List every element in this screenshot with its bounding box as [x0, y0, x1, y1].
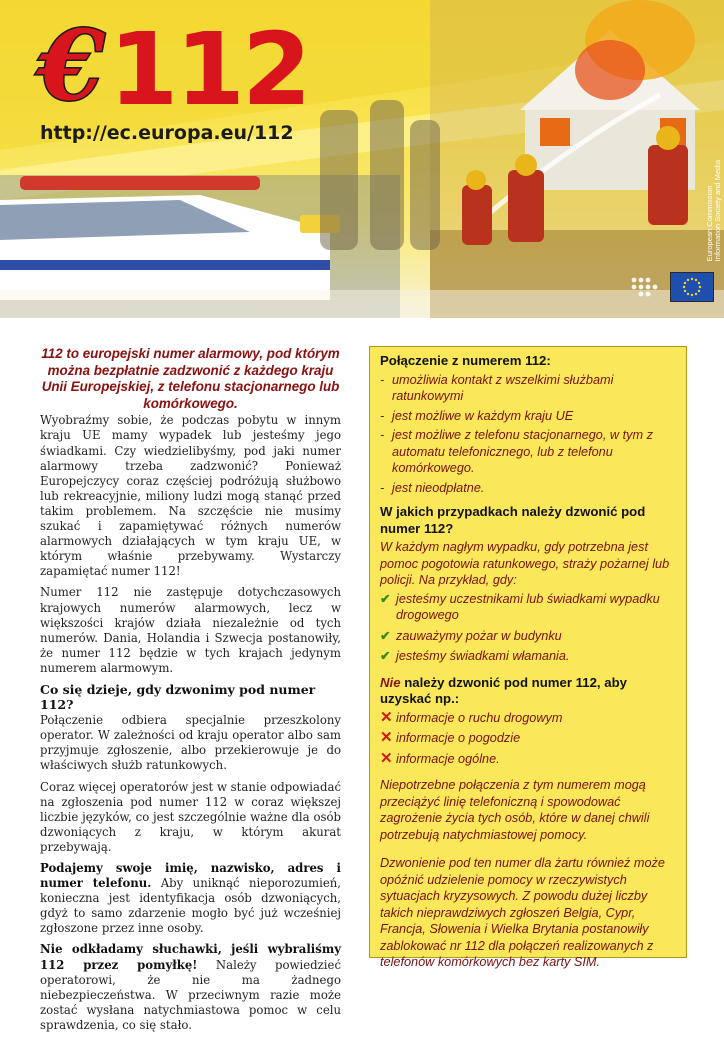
list-item-text: jesteśmy uczestnikami lub świadkami wypadku drogowego — [396, 591, 660, 622]
list-item-text: informacje o pogodzie — [396, 731, 521, 745]
credit-line-2: Information Society and Media — [713, 160, 722, 262]
commission-credit — [706, 160, 722, 261]
list-item — [380, 751, 676, 768]
paragraph-dont-hang-up — [40, 942, 341, 1033]
list-item: - jest możliwe z telefonu stacjonarnego, w tym z automatu telefonicznego, lub z telefonu komórkowego. — [380, 427, 676, 477]
intro-lead: 112 to europejski numer alarmowy, pod którym można bezpłatnie zadzwonić z każdego kraju Unii Europejskiej, z telefonu stacjonarnego lub komórkowego. — [41, 346, 340, 411]
credit-line-1: European Commission — [705, 185, 714, 262]
not-emphasis: Nie — [380, 674, 401, 690]
list-item: - jest możliwe w każdym kraju UE — [380, 408, 676, 425]
connection-features-list — [380, 372, 676, 497]
check-icon: ✔ — [380, 649, 391, 663]
identify-lead: Podajemy swoje imię, nazwisko, adres i numer telefonu. — [40, 861, 341, 891]
hang-up-lead: Nie odkładamy słuchawki, jeśli wybraliśmy 112 przez pomyłkę! — [40, 942, 341, 972]
list-item — [380, 591, 676, 624]
cross-icon: ✕ — [380, 749, 393, 767]
identify-rest: Aby uniknąć nieporozumień, konieczna jest identyfikacja osób dzwoniących, gdyż to samo zdarzenie mogło być już wcześniej zgłoszone przez inne osoby. — [40, 876, 341, 936]
list-item — [380, 730, 676, 747]
check-icon: ✔ — [380, 628, 391, 643]
paragraph-operator: Połączenie odbiera specjalnie przeszkolony operator. W zależności od kraju operator albo sam przyjmuje zgłoszenie, albo przekierowuje je do właściwych służb ratunkowych. — [40, 713, 341, 773]
when-call-list — [380, 591, 676, 665]
website-link[interactable]: http://ec.europa.eu/112 — [40, 122, 294, 144]
box-heading-when-not-call — [380, 675, 676, 708]
cross-icon: ✕ — [380, 708, 393, 726]
paragraph-identify — [40, 861, 341, 936]
hang-up-rest: Należy powiedzieć operatorowi, że nie ma żadnego niebezpieczeństwa. W przeciwnym razie może zostać wysłana natychmiastowa pomoc w celu sprawdzenia, co się stało. — [40, 957, 341, 1032]
paragraph-languages: Coraz więcej operatorów jest w stanie odpowiadać na zgłoszenia pod numer 112 w coraz większej liczbie języków, co jest szczególnie ważne dla osób dzwoniących z kraju, w którym akurat przebywają. — [40, 779, 341, 854]
list-item — [380, 648, 676, 665]
eu-flag-icon — [670, 272, 714, 302]
cross-icon: ✕ — [380, 729, 393, 746]
paragraph-scenario: Wyobraźmy sobie, że podczas pobytu w innym kraju UE mamy wypadek lub jesteśmy jego świadkami. Czy wiedzielibyśmy, pod jaki numer alarmowy trzeba zadzwonić? Ponieważ Europejczycy coraz częściej podróżują służbowo lub rekreacyjnie, miliony ludzi mogą stanąć przed takim problemem. Na szczęście nie musimy szukać i zapamiętywać różnych numerów alarmowych działających w tym kraju UE, w którym właśnie przebywamy. Wystarczy zapamiętać numer 112! — [40, 413, 341, 579]
list-item-text: informacje ogólne. — [396, 751, 500, 766]
logo-112 — [38, 9, 309, 128]
box-heading-connection: Połączenie z numerem 112: — [380, 353, 551, 368]
list-item-text: zauważymy pożar w budynku — [396, 628, 562, 643]
main-article — [40, 346, 341, 1039]
header-banner — [0, 0, 724, 318]
paragraph-unnecessary-calls: Niepotrzebne połączenia z tym numerem mogą przeciążyć linię telefoniczną i spowodować zagrożenie życia tych osób, które w danej chwili potrzebują natychmiastowej pomocy. — [380, 778, 650, 842]
list-item: - umożliwia kontakt z wszelkimi służbami ratunkowymi — [380, 372, 676, 405]
check-icon: ✔ — [380, 591, 391, 606]
when-not-call-list — [380, 710, 676, 768]
info-box — [369, 346, 687, 969]
heading-what-happens: Co się dzieje, gdy dzwonimy pod numer 112? — [40, 681, 316, 713]
box-heading-when-call: W jakich przypadkach należy dzwonić pod numer 112? — [380, 504, 646, 536]
list-item — [380, 628, 676, 645]
paragraph-national-numbers: Numer 112 nie zastępuje dotychczasowych krajowych numerów alarmowych, lecz w większości krajów działa niezależnie od tych numerów. Dania, Holandia i Szwecja postanowiły, że numer 112 będzie w tych krajach jedynym numerem alarmowym. — [40, 585, 341, 675]
list-item-text: jesteśmy świadkami włamania. — [396, 649, 570, 663]
list-item: - jest nieodpłatne. — [380, 480, 676, 497]
list-item-text: informacje o ruchu drogowym — [396, 710, 563, 725]
euro-phone-logo-icon: € — [38, 9, 105, 122]
list-item — [380, 710, 676, 727]
not-call-rest: należy dzwonić pod numer 112, aby uzyskać np.: — [380, 674, 627, 706]
paragraph-prank-calls: Dzwonienie pod ten numer dla żartu również może opóźnić udzielenie pomocy w rzeczywistych sytuacjach kryzysowych. Z powodu dużej liczby takich nieprawdziwych zgłoszeń Belgia, Cypr, Francja, Słowenia i Wielka Brytania postanowiły zablokować nr 112 dla połączeń realizowanych z telefonów komórkowych bez karty SIM. — [380, 856, 665, 969]
dots-logo-icon — [630, 272, 664, 300]
when-call-text: W każdym nagłym wypadku, gdy potrzebna jest pomoc pogotowia ratunkowego, straży pożarnej lub policji. Na przykład, gdy: — [380, 540, 670, 587]
logo-number: 112 — [108, 11, 309, 128]
